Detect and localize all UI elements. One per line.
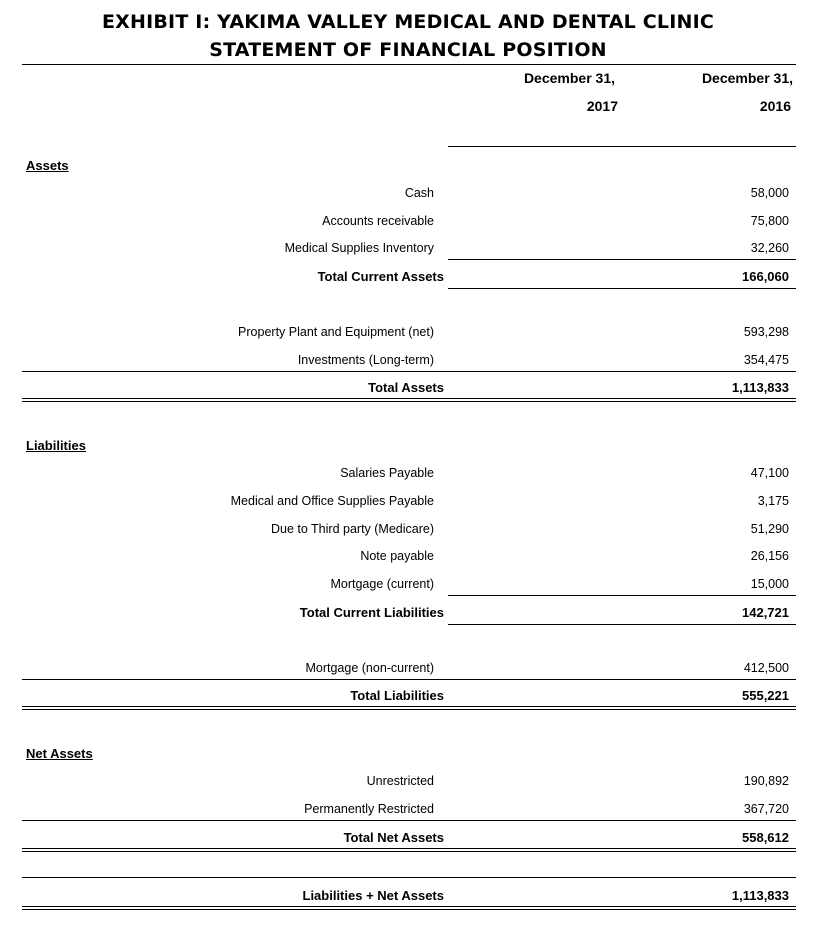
assets-heading: Assets xyxy=(26,158,69,173)
total-net-assets-value: 558,612 xyxy=(742,830,789,845)
row-value-property-plant-equipment: 593,298 xyxy=(743,325,789,339)
double-rule-top xyxy=(22,398,796,399)
total-liabilities-value: 555,221 xyxy=(742,688,789,703)
row-value-unrestricted: 190,892 xyxy=(743,774,789,788)
row-label-mortgage-non-current: Mortgage (non-current) xyxy=(305,661,434,675)
total-rule xyxy=(448,624,796,625)
row-label-unrestricted: Unrestricted xyxy=(366,774,434,788)
subtotal-rule xyxy=(22,679,796,680)
row-label-property-plant-equipment: Property Plant and Equipment (net) xyxy=(238,325,434,339)
subtotal-rule xyxy=(448,259,796,260)
grand-total-label: Liabilities + Net Assets xyxy=(302,888,444,903)
double-rule-bottom xyxy=(22,401,796,402)
total-current-assets-label: Total Current Assets xyxy=(317,269,444,284)
row-value-mortgage-non-current: 412,500 xyxy=(743,661,789,675)
row-value-note-payable: 26,156 xyxy=(750,549,789,563)
row-label-investments: Investments (Long-term) xyxy=(297,353,434,367)
row-label-mortgage-current: Mortgage (current) xyxy=(330,577,434,591)
row-label-note-payable: Note payable xyxy=(360,549,434,563)
grand-total-top-rule xyxy=(22,877,796,878)
net-assets-heading: Net Assets xyxy=(26,746,93,761)
row-value-salaries-payable: 47,100 xyxy=(750,466,789,480)
subtotal-rule xyxy=(448,595,796,596)
row-value-accounts-receivable: 75,800 xyxy=(750,214,789,228)
double-rule-bottom xyxy=(22,851,796,852)
double-rule-bottom xyxy=(22,909,796,910)
row-value-medical-supplies-inventory: 32,260 xyxy=(750,241,789,255)
row-label-due-to-third-party: Due to Third party (Medicare) xyxy=(270,522,434,536)
row-label-accounts-receivable: Accounts receivable xyxy=(322,214,434,228)
liabilities-heading: Liabilities xyxy=(26,438,86,453)
column-header-2017-date: December 31, xyxy=(523,70,615,86)
total-net-assets-label: Total Net Assets xyxy=(343,830,444,845)
row-value-due-to-third-party: 51,290 xyxy=(750,522,789,536)
subtotal-rule xyxy=(22,820,796,821)
total-current-liabilities-label: Total Current Liabilities xyxy=(299,605,444,620)
double-rule-bottom xyxy=(22,709,796,710)
double-rule-top xyxy=(22,706,796,707)
total-rule xyxy=(448,288,796,289)
column-header-2016-date: December 31, xyxy=(701,70,793,86)
exhibit-title: EXHIBIT I: YAKIMA VALLEY MEDICAL AND DENTAL CLINIC xyxy=(101,11,715,33)
double-rule-top xyxy=(22,848,796,849)
total-current-liabilities-value: 142,721 xyxy=(742,605,789,620)
row-value-cash: 58,000 xyxy=(750,186,789,200)
grand-total-value: 1,113,833 xyxy=(731,888,789,903)
total-assets-label: Total Assets xyxy=(368,380,444,395)
total-current-assets-value: 166,060 xyxy=(742,269,789,284)
total-assets-value: 1,113,833 xyxy=(731,380,789,395)
double-rule-top xyxy=(22,906,796,907)
row-label-salaries-payable: Salaries Payable xyxy=(340,466,434,480)
row-value-mortgage-current: 15,000 xyxy=(750,577,789,591)
row-label-cash: Cash xyxy=(404,186,434,200)
total-liabilities-label: Total Liabilities xyxy=(350,688,444,703)
title-rule xyxy=(22,64,796,65)
statement-title: STATEMENT OF FINANCIAL POSITION xyxy=(209,39,607,61)
subtotal-rule xyxy=(22,371,796,372)
row-value-supplies-payable: 3,175 xyxy=(757,494,789,508)
header-rule xyxy=(448,146,796,147)
column-header-2017-year: 2017 xyxy=(586,98,618,114)
column-header-2016-year: 2016 xyxy=(759,98,791,114)
row-label-permanently-restricted: Permanently Restricted xyxy=(304,802,434,816)
row-value-permanently-restricted: 367,720 xyxy=(743,802,789,816)
row-label-supplies-payable: Medical and Office Supplies Payable xyxy=(230,494,434,508)
row-value-investments: 354,475 xyxy=(743,353,789,367)
row-label-medical-supplies-inventory: Medical Supplies Inventory xyxy=(284,241,434,255)
